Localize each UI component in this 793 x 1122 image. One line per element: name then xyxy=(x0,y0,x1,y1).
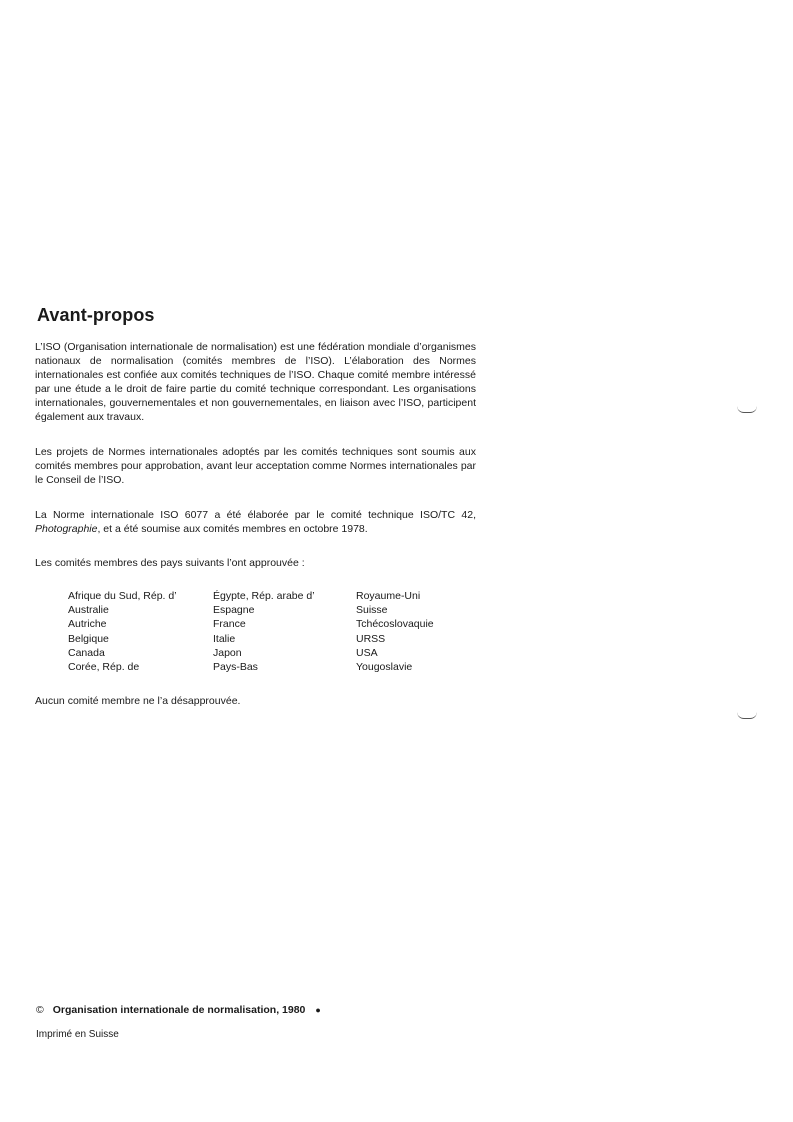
approval-paragraph: Les projets de Normes internationales adoptés par les comités techniques sont soumis aux comités membres pour approbation, avant leur acceptation comme Normes internationales par le Conseil de l’ISO. xyxy=(35,446,476,486)
scan-mark-icon xyxy=(737,406,757,413)
country-item: Canada xyxy=(68,646,105,659)
country-item: Belgique xyxy=(68,632,109,645)
country-column-3 xyxy=(356,589,434,674)
scan-mark-icon xyxy=(737,712,757,719)
country-item: Italie xyxy=(213,632,236,645)
committee-name: Photographie xyxy=(35,523,98,535)
standard-paragraph xyxy=(35,508,476,536)
country-item: Corée, Rép. de xyxy=(68,660,140,673)
standard-text-before: La Norme internationale ISO 6077 a été élaborée par le comité technique ISO/TC 42, xyxy=(35,509,476,521)
printed-in: Imprimé en Suisse xyxy=(36,1029,119,1040)
country-item: Afrique du Sud, Rép. d’ xyxy=(68,590,177,602)
country-item: URSS xyxy=(356,632,386,645)
page-title: Avant-propos xyxy=(37,305,155,325)
country-item: Japon xyxy=(213,646,242,659)
country-item: Tchécoslovaquie xyxy=(356,618,434,631)
country-item: Yougoslavie xyxy=(356,660,413,673)
country-item: USA xyxy=(356,646,378,659)
country-item: Autriche xyxy=(68,618,107,631)
country-item: Espagne xyxy=(213,604,255,617)
country-item: Royaume-Uni xyxy=(356,590,421,602)
country-item: France xyxy=(213,618,246,631)
copyright-symbol: © xyxy=(36,1004,44,1016)
country-item: Australie xyxy=(68,604,109,617)
standard-text-after: , et a été soumise aux comités membres en octobre 1978. xyxy=(97,523,368,535)
countries-intro: Les comités membres des pays suivants l’ont approuvée : xyxy=(35,557,305,569)
country-column-1 xyxy=(68,589,177,674)
bullet-icon: ● xyxy=(315,1005,321,1015)
intro-paragraph: L’ISO (Organisation internationale de normalisation) est une fédération mondiale d’organismes nationaux de normalisation (comités membres de l’ISO). L’élaboration des Normes internationales est confiée aux comités techniques de l’ISO. Chaque comité membre intéressé par une étude a le droit de faire partie du comité technique correspondant. Les organisations internationales, gouvernementales et non gouvernementales, en liaison avec l’ISO, participent également aux travaux. xyxy=(35,341,476,423)
country-item: Pays-Bas xyxy=(213,660,258,673)
copyright-notice xyxy=(36,1004,321,1016)
country-item: Suisse xyxy=(356,604,388,617)
disapproval-note: Aucun comité membre ne l’a désapprouvée. xyxy=(35,695,241,707)
country-item: Égypte, Rép. arabe d’ xyxy=(213,590,315,602)
country-column-2 xyxy=(213,589,315,674)
copyright-text: Organisation internationale de normalisation, 1980 xyxy=(52,1004,306,1016)
